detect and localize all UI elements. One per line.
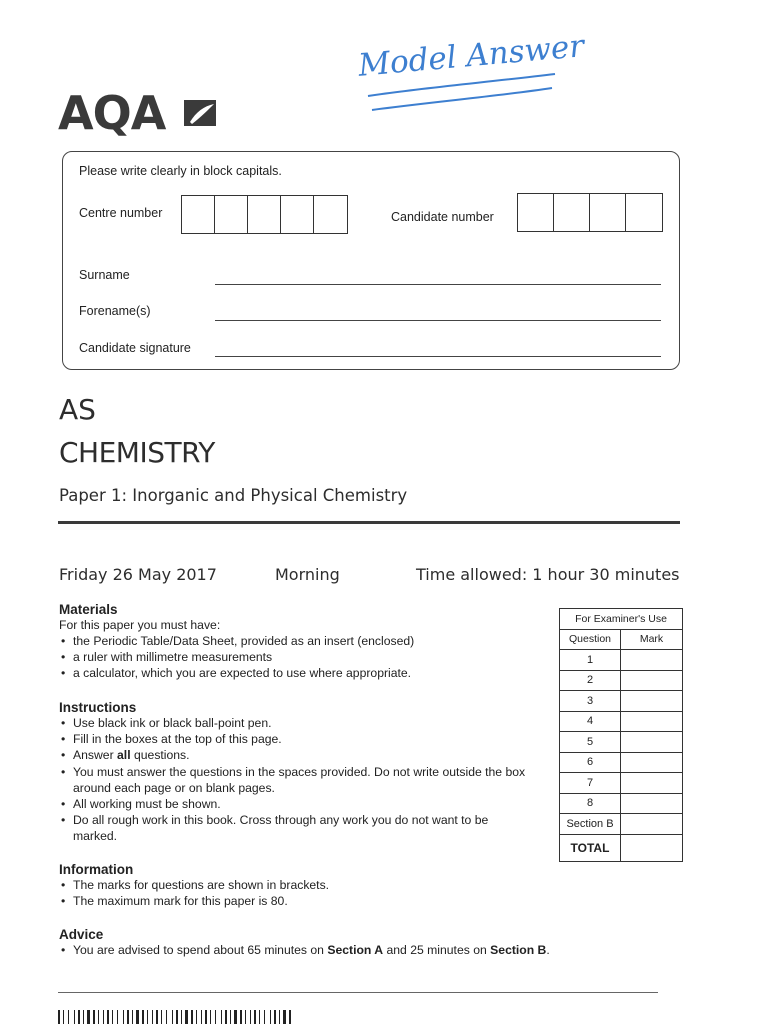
candidate-number-digit[interactable] [590,194,626,231]
barcode-stripe [191,1010,193,1024]
advice-heading: Advice [59,927,104,942]
mark-cell [621,732,683,753]
question-number: 5 [560,732,621,753]
barcode-stripe [63,1010,64,1024]
barcode-stripe [270,1010,271,1024]
barcode-stripe [225,1010,227,1024]
exam-session: Morning [275,565,340,584]
barcode-stripe [68,1010,69,1024]
bottom-divider [58,992,658,993]
barcode-stripe [87,1010,90,1024]
barcode-stripe [107,1010,109,1024]
instructions-list [59,715,529,845]
barcode-stripe [123,1010,124,1024]
instructions-heading: Instructions [59,700,137,715]
barcode-stripe [279,1010,280,1024]
question-number: Section B [560,814,621,835]
list-item: • Fill in the boxes at the top of this page. [59,731,529,747]
table-row [560,732,683,753]
advice-section [59,927,679,958]
information-section [59,862,539,909]
barcode-stripe [112,1010,113,1024]
advice-list [59,942,679,958]
aqa-logo-mark-icon [182,98,218,128]
barcode-icon [58,1010,292,1024]
question-column-header: Question [560,629,621,650]
barcode-stripe [78,1010,80,1024]
mark-cell [621,793,683,814]
barcode-stripe [196,1010,197,1024]
surname-label: Surname [79,268,130,282]
barcode-stripe [152,1010,153,1024]
barcode-stripe [234,1010,237,1024]
list-item: • You must answer the questions in the spaces provided. Do not write outside the box around each page or on blank pages. [59,764,529,796]
barcode-stripe [83,1010,84,1024]
table-row [560,650,683,671]
handwritten-model-answer: Model Answer [356,28,586,84]
barcode-stripe [147,1010,148,1024]
barcode-stripe [210,1010,211,1024]
barcode-stripe [136,1010,139,1024]
barcode-stripe [127,1010,129,1024]
examiner-table-title: For Examiner's Use [560,609,683,630]
mark-cell [621,773,683,794]
examiner-use-table [559,608,683,862]
barcode-stripe [172,1010,173,1024]
list-item: • the Periodic Table/Data Sheet, provided as an insert (enclosed) [59,633,539,649]
barcode-stripe [230,1010,231,1024]
barcode-stripe [161,1010,162,1024]
centre-number-digit[interactable] [248,196,281,233]
text-run: questions. [130,748,190,763]
list-item: • a calculator, which you are expected to use where appropriate. [59,665,539,681]
exam-date: Friday 26 May 2017 [59,565,217,584]
mark-cell [621,670,683,691]
total-mark-cell [621,834,683,861]
centre-number-input[interactable] [181,195,348,234]
text-run: . [546,943,550,957]
text-run: and 25 minutes on [383,943,491,957]
candidate-number-label: Candidate number [391,210,494,224]
table-row [560,752,683,773]
barcode-stripe [156,1010,158,1024]
time-allowed: Time allowed: 1 hour 30 minutes [416,565,680,584]
forename-label: Forename(s) [79,304,151,318]
signature-field[interactable] [215,356,661,357]
total-label: TOTAL [560,834,621,861]
barcode-stripe [176,1010,178,1024]
barcode-stripe [289,1010,291,1024]
barcode-stripe [74,1010,75,1024]
barcode-stripe [274,1010,276,1024]
information-heading: Information [59,862,134,877]
candidate-details-box [62,151,680,370]
barcode-stripe [117,1010,118,1024]
emphasis-section-b: Section B [490,943,547,957]
question-number: 3 [560,691,621,712]
information-list [59,877,539,909]
candidate-number-digit[interactable] [518,194,554,231]
centre-number-label: Centre number [79,206,163,220]
mark-cell [621,711,683,732]
list-item: • Do all rough work in this book. Cross through any work you do not want to be marked. [59,812,529,844]
barcode-stripe [93,1010,95,1024]
centre-number-digit[interactable] [281,196,314,233]
table-row [560,834,683,861]
table-row [560,814,683,835]
list-item [59,747,529,763]
candidate-number-input[interactable] [517,193,663,232]
signature-label: Candidate signature [79,341,191,355]
text-run: Answer [73,748,118,763]
barcode-stripe [254,1010,256,1024]
barcode-stripe [58,1010,60,1024]
block-capitals-instruction: Please write clearly in block capitals. [79,164,282,178]
barcode-stripe [181,1010,182,1024]
question-number: 4 [560,711,621,732]
aqa-logo [58,86,228,142]
centre-number-digit[interactable] [314,196,347,233]
barcode-stripe [215,1010,216,1024]
qualification-level: AS [59,393,96,426]
subject-title: CHEMISTRY [59,436,215,469]
mark-cell [621,650,683,671]
surname-field[interactable] [215,284,661,285]
list-item: • The marks for questions are shown in brackets. [59,877,539,893]
barcode-stripe [132,1010,133,1024]
centre-number-digit[interactable] [182,196,215,233]
list-item: • Use black ink or black ball-point pen. [59,715,529,731]
mark-cell [621,814,683,835]
question-number: 1 [560,650,621,671]
question-number: 6 [560,752,621,773]
materials-section [59,602,539,682]
aqa-logo-text: AQA [58,86,166,140]
emphasis-section-a: Section A [327,943,384,957]
question-number: 2 [560,670,621,691]
mark-cell [621,691,683,712]
table-row [560,711,683,732]
barcode-stripe [103,1010,104,1024]
forename-field[interactable] [215,320,661,321]
table-row [560,670,683,691]
table-row [560,793,683,814]
materials-intro: For this paper you must have: [59,618,221,632]
barcode-stripe [185,1010,188,1024]
list-item: • a ruler with millimetre measurements [59,649,539,665]
mark-column-header: Mark [621,629,683,650]
mark-cell [621,752,683,773]
question-number: 7 [560,773,621,794]
list-item: • All working must be shown. [59,796,529,812]
barcode-stripe [166,1010,167,1024]
paper-title: Paper 1: Inorganic and Physical Chemistry [59,486,408,505]
barcode-stripe [205,1010,207,1024]
instructions-section [59,700,529,845]
barcode-stripe [240,1010,242,1024]
barcode-stripe [250,1010,251,1024]
barcode-stripe [142,1010,144,1024]
question-number: 8 [560,793,621,814]
table-row [560,691,683,712]
text-run: You are advised to spend about 65 minutes on [73,943,328,957]
candidate-number-digit[interactable] [554,194,590,231]
barcode-stripe [245,1010,246,1024]
barcode-stripe [264,1010,265,1024]
barcode-stripe [201,1010,202,1024]
handwritten-underline [360,60,560,120]
barcode-stripe [98,1010,99,1024]
candidate-number-digit[interactable] [626,194,662,231]
table-row [560,773,683,794]
centre-number-digit[interactable] [215,196,248,233]
barcode-stripe [283,1010,286,1024]
emphasis-all: all [117,748,131,763]
list-item [59,942,679,958]
list-item: • The maximum mark for this paper is 80. [59,893,539,909]
materials-heading: Materials [59,602,118,617]
barcode-stripe [259,1010,260,1024]
materials-list [59,633,539,682]
barcode-stripe [221,1010,222,1024]
title-divider [58,521,680,524]
